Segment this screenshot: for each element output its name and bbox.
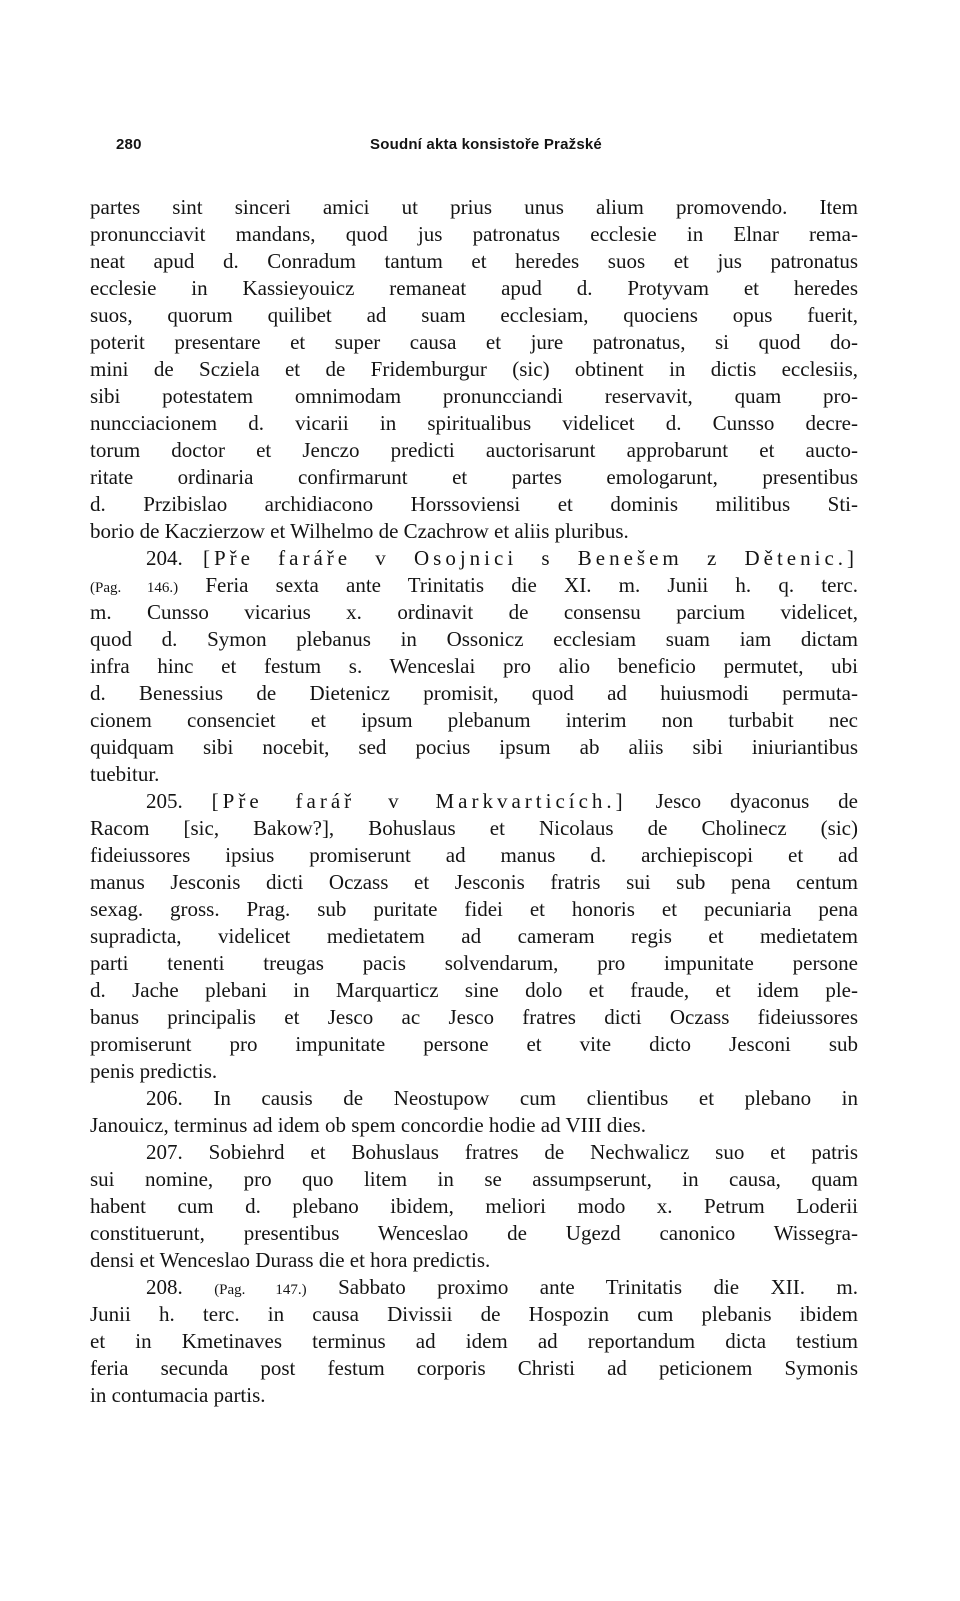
text-line: penis predictis. [90, 1059, 218, 1083]
text-line: sui nomine, pro quo litem in se assumpserunt, in causa, quam [90, 1167, 858, 1191]
entry-207-heading: 207. Sobiehrd et Bohuslaus fratres de Nechwalicz suo et patris [146, 1140, 858, 1164]
text-line: nuncciacionem d. vicarii in spiritualibus videlicet d. Cunsso decre- [90, 411, 858, 435]
entry-204-heading [90, 545, 858, 572]
text-line: fideiussores ipsius promiserunt ad manus d. archiepiscopi et ad [90, 843, 858, 867]
text-line: neat apud d. Conradum tantum et heredes suos et jus patronatus [90, 249, 858, 273]
text-line: d. Benessius de Dietenicz promisit, quod ad huiusmodi permuta- [90, 681, 858, 705]
entry-205-heading [90, 788, 858, 815]
text-line: torum doctor et Jenczo predicti auctorisarunt approbarunt et aucto- [90, 438, 858, 462]
text-line: banus principalis et Jesco ac Jesco fratres dicti Oczass fideiussores [90, 1005, 858, 1029]
text-line: quidquam sibi nocebit, sed pocius ipsum ab aliis sibi iniuriantibus [90, 735, 858, 759]
text-line: densi et Wenceslao Durass die et hora predictis. [90, 1248, 491, 1272]
text-line: ecclesie in Kassieyouicz remaneat apud d. Protyvam et heredes [90, 276, 858, 300]
text-line: borio de Kaczierzow et Wilhelmo de Czachrow et aliis pluribus. [90, 519, 629, 543]
entry-number: 208. [146, 1275, 183, 1299]
entry-206-heading: 206. In causis de Neostupow cum clientibus et plebano in [146, 1086, 858, 1110]
page-reference: (Pag. 147.) [214, 1282, 307, 1298]
text-segment: Feria sexta ante Trinitatis die XI. m. Junii h. q. terc. [205, 573, 858, 597]
text-line: ritate ordinaria confirmarunt et partes emologarunt, presentibus [90, 465, 858, 489]
text-line: supradicta, videlicet medietatem ad cameram regis et medietatem [90, 924, 858, 948]
text-segment: Sabbato proximo ante Trinitatis die XII. m. [338, 1275, 858, 1299]
text-line: Janouicz, terminus ad idem ob spem concordie hodie ad VIII dies. [90, 1113, 646, 1137]
text-line: et in Kmetinaves terminus ad idem ad reportandum dicta testium [90, 1329, 858, 1353]
text-line: constituerunt, presentibus Wenceslao de Ugezd canonico Wissegra- [90, 1221, 858, 1245]
text-line: partes sint sinceri amici ut prius unus alium promovendo. Item [90, 195, 858, 219]
text-line: d. Jache plebani in Marquarticz sine dolo et fraude, et idem ple- [90, 978, 858, 1002]
text-line: pronuncciavit mandans, quod jus patronatus ecclesie in Elnar rema- [90, 222, 858, 246]
entry-208-heading [90, 1274, 858, 1301]
page-number: 280 [116, 136, 142, 153]
text-line: Junii h. terc. in causa Divissii de Hospozin cum plebanis ibidem [90, 1302, 858, 1326]
text-line: mini de Scziela et de Fridemburgur (sic) obtinent in dictis ecclesiis, [90, 357, 858, 381]
text-line: m. Cunsso vicarius x. ordinavit de consensu parcium videlicet, [90, 600, 858, 624]
text-line: promiserunt pro impunitate persone et vite dicto Jesconi sub [90, 1032, 858, 1056]
entry-number: 205. [146, 789, 183, 813]
text-segment: Jesco dyaconus de [655, 789, 859, 813]
entry-title: [Pře farář v Markvarticích.] [211, 789, 627, 813]
entry-number: 204. [146, 546, 183, 570]
text-line: infra hinc et festum s. Wenceslai pro alio beneficio permutet, ubi [90, 654, 858, 678]
running-title: Soudní akta konsistoře Pražské [370, 136, 602, 153]
text-line: sibi potestatem omnimodam pronuncciandi reservavit, quam pro- [90, 384, 858, 408]
text-line: manus Jesconis dicti Oczass et Jesconis fratris sui sub pena centum [90, 870, 858, 894]
page-reference: (Pag. 146.) [90, 580, 179, 596]
text-line: in contumacia partis. [90, 1383, 266, 1407]
text-line: d. Przibislao archidiacono Horssoviensi et dominis militibus Sti- [90, 492, 858, 516]
text-line: suos, quorum quilibet ad suam ecclesiam, quociens opus fuerit, [90, 303, 858, 327]
text-line: Racom [sic, Bakow?], Bohuslaus et Nicolaus de Cholinecz (sic) [90, 816, 858, 840]
entry-title: [Pře faráře v Osojnici s Benešem z Dětenic.] [202, 546, 859, 570]
document-body [90, 194, 858, 1409]
text-line: feria secunda post festum corporis Christi ad peticionem Symonis [90, 1356, 858, 1380]
text-line: tuebitur. [90, 762, 160, 786]
text-line: habent cum d. plebano ibidem, meliori modo x. Petrum Loderii [90, 1194, 858, 1218]
text-line [90, 572, 858, 599]
text-line: poterit presentare et super causa et jure patronatus, si quod do- [90, 330, 858, 354]
text-line: cionem consenciet et ipsum plebanum interim non turbabit nec [90, 708, 858, 732]
text-line: parti tenenti treugas pacis solvendarum, pro impunitate persone [90, 951, 858, 975]
text-line: quod d. Symon plebanus in Ossonicz ecclesiam suam iam dictam [90, 627, 858, 651]
text-line: sexag. gross. Prag. sub puritate fidei et honoris et pecuniaria pena [90, 897, 858, 921]
page-header [116, 136, 856, 158]
